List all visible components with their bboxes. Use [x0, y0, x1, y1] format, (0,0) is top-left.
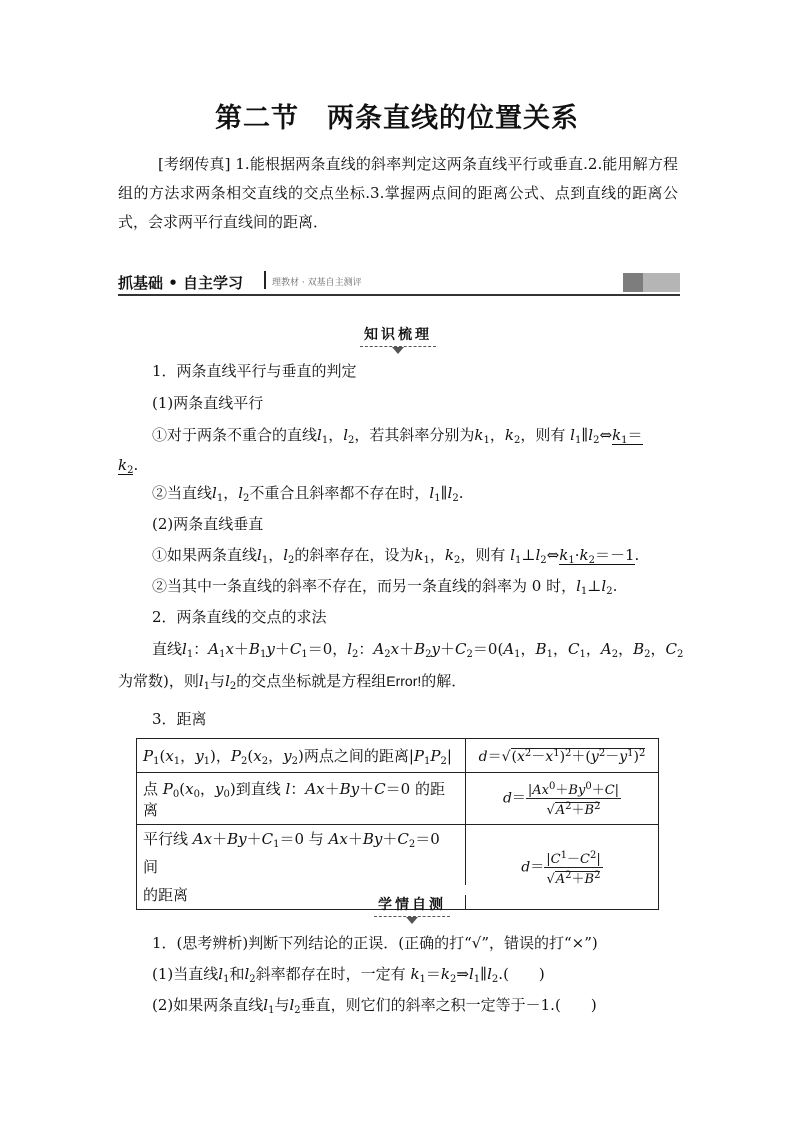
- q1-1-text-a: (1)当直线: [152, 965, 219, 983]
- question-1: 1．(思考辨析)判断下列结论的正误．(正确的打“√”，错误的打“×”): [152, 934, 598, 952]
- section-bar-dark-block: [623, 273, 643, 292]
- knowledge-heading-text: 知识梳理: [364, 327, 432, 343]
- table-cell: 点 $P_0(x_0$，$y_0$)到直线 l：Ax＋By＋C＝0 的距离: [137, 773, 466, 825]
- table-row: [137, 739, 659, 773]
- perp-rule-1: ①如果两条直线$l_1$，$l_2$的斜率存在，设为$k_1$，$k_2$，则有 $l_1\perp l_2\Leftrightarrow k_1\cdot k_2=-1$.: [152, 546, 640, 566]
- table-cell: $P_1(x_1$，$y_1$)，$P_2(x_2$，$y_2$)两点之间的距离$|P_1P_2|$: [137, 739, 466, 773]
- intersection-text-c: 与: [210, 672, 226, 690]
- knowledge-heading: [338, 324, 458, 354]
- section-bar-subtitle: 理教材 · 双基自主测评: [272, 278, 362, 288]
- intersection-text-a: 直线: [152, 640, 183, 658]
- row2-left-text-a: 点: [143, 779, 159, 798]
- self-test-heading-text: 学情自测: [378, 897, 446, 913]
- row2-left-text-b: 到直线: [235, 779, 281, 798]
- intersection-line-1: 直线$l_1$：$A_1x+B_1y+C_1=0$，$l_2$：$A_2x+B_2y+C_2=0(A_1$，$B_1$，$C_1$，$A_2$，$B_2$，$C_2$: [152, 640, 684, 660]
- table-cell-formula: $d=√(x^2-x^1)^2+(y^2-y^1)^2$: [466, 739, 659, 773]
- perp-rule-2-text: ②当其中一条直线的斜率不存在，而另一条直线的斜率为 0 时，: [152, 577, 577, 595]
- table-cell-formula: d＝ $\frac{|Ax^0+By^0+C|}{√A^2+B^2}$: [466, 773, 659, 825]
- section-bar: [118, 270, 680, 296]
- q1-2-text-b: 与: [274, 996, 290, 1014]
- page-title: 第二节 两条直线的位置关系: [215, 103, 579, 134]
- parallel-rule-1-text-b: ，若其斜率分别为: [354, 426, 475, 444]
- table-row: [137, 773, 659, 825]
- parallel-rule-2: ②当直线$l_1$，$l_2$不重合且斜率都不存在时，$l_1\parallel l_2$.: [152, 484, 464, 504]
- perp-rule-2: ②当其中一条直线的斜率不存在，而另一条直线的斜率为 0 时，$l_1\perp l_2$.: [152, 577, 618, 597]
- perp-title: (2)两条直线垂直: [152, 515, 264, 533]
- intersection-line-2: 为常数)，则$l_1$与$l_2$的交点坐标就是方程组Error!的解．: [118, 672, 467, 692]
- parallel-rule-1: ①对于两条不重合的直线$l_1$，$l_2$，若其斜率分别为$k_1$，$k_2$，则有 $l_1\parallel l_2\Leftrightarrow k_1=$: [152, 426, 643, 446]
- parallel-rule-2-text-a: ②当直线: [152, 484, 213, 502]
- perp-rule-1-text-a: ①如果两条直线: [152, 546, 258, 564]
- intersection-text-e: 的解．: [421, 672, 467, 690]
- item1-title: 1．两条直线平行与垂直的判定: [152, 362, 357, 380]
- q1-1-text-b: 和: [229, 965, 245, 983]
- table-cell-formula: d＝ $\frac{|C^1-C^2|}{√A^2+B^2}$: [466, 825, 659, 910]
- q1-2-text-a: (2)如果两条直线: [152, 996, 264, 1014]
- item3-title: 3．距离: [152, 710, 207, 728]
- intersection-text-d: 的交点坐标就是方程组: [236, 672, 387, 690]
- parallel-title: (1)两条直线平行: [152, 394, 264, 412]
- row3-left-text-a: 平行线: [143, 830, 189, 848]
- section-bar-light-block: [643, 273, 680, 292]
- syllabus-tag: [考纲传真]: [158, 155, 231, 173]
- syllabus-text: 1.能根据两条直线的斜率判定这两条直线平行或垂直.2.能用解方程组的方法求两条相交直线的交点坐标.3.掌握两点间的距离公式、点到直线的距离公式，会求两平行直线间的距离．: [118, 155, 678, 231]
- row3-left-text-c: 间: [143, 858, 159, 876]
- parallel-rule-2-text-b: 不重合且斜率都不存在时，: [249, 484, 430, 502]
- parallel-rule-1-text-c: ，则有: [520, 426, 566, 444]
- question-1-part-1: (1)当直线$l_1$和$l_2$斜率都存在时，一定有 $k_1=k_2\Rightarrow l_1\parallel l_2$.( ): [152, 965, 545, 985]
- syllabus-intro: [118, 150, 678, 237]
- answer-blank[interactable]: ( ): [503, 965, 545, 983]
- parallel-rule-1-cont: $k_2$.: [118, 456, 139, 476]
- perp-rule-1-text-c: ，则有: [460, 546, 506, 564]
- self-test-heading: [352, 894, 472, 924]
- intersection-text-b: 为常数)，则: [118, 672, 199, 690]
- section-bar-divider: [264, 271, 266, 289]
- row3-left-text-b: 与: [308, 830, 324, 848]
- section-bar-title: 抓基础 • 自主学习: [118, 274, 244, 292]
- row3-left-text-d: 的距离: [143, 886, 189, 904]
- parallel-rule-1-text-a: ①对于两条不重合的直线: [152, 426, 318, 444]
- table-cell: 平行线 $Ax+By+C_1=0$ 与 $Ax+By+C_2=0$ 间 的距离: [137, 825, 466, 910]
- arrow-down-icon: [406, 917, 418, 924]
- q1-1-text-c: 斜率都存在时，一定有: [255, 965, 406, 983]
- perp-rule-1-text-b: 的斜率存在，设为: [294, 546, 415, 564]
- question-1-part-2: (2)如果两条直线$l_1$与$l_2$垂直，则它们的斜率之积一定等于－1.( ): [152, 996, 597, 1016]
- answer-blank[interactable]: ( ): [554, 996, 597, 1014]
- q1-2-text-c: 垂直，则它们的斜率之积一定等于－1.: [300, 996, 555, 1014]
- row2-left-text-c: 的距离: [143, 779, 445, 819]
- arrow-down-icon: [392, 347, 404, 354]
- error-placeholder: Error!: [386, 673, 422, 689]
- row1-left-text: 两点之间的距离: [303, 747, 409, 765]
- item2-title: 2．两条直线的交点的求法: [152, 608, 327, 626]
